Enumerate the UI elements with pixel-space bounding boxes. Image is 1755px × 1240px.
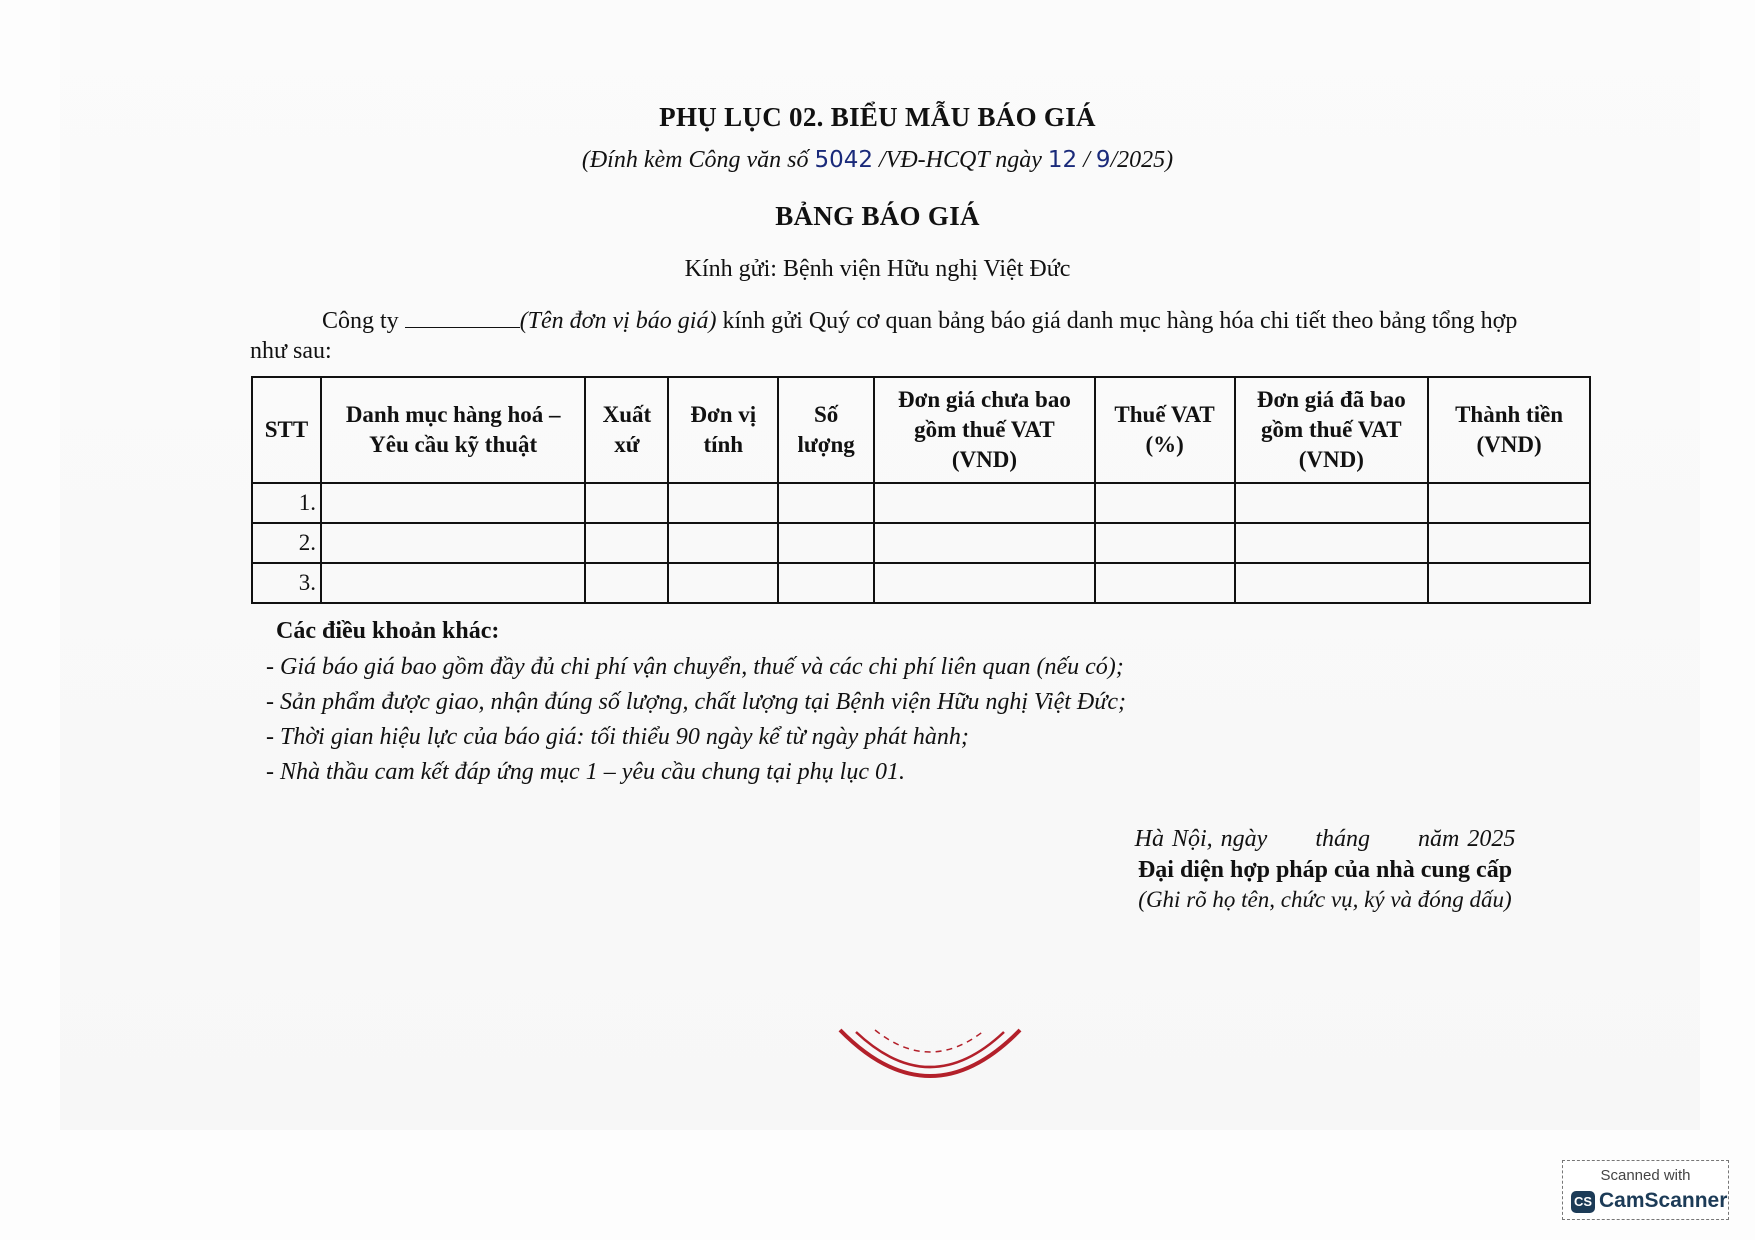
signature-note: (Ghi rõ họ tên, chức vụ, ký và đóng dấu) (1138, 887, 1512, 912)
table-cell (321, 523, 585, 563)
table-cell (585, 523, 668, 563)
reference-sep: / (1083, 147, 1090, 173)
document-title: PHỤ LỤC 02. BIỂU MẪU BÁO GIÁ (659, 102, 1096, 132)
camscanner-badge (1562, 1160, 1729, 1220)
header-vat: Thuế VAT (%) (1095, 377, 1235, 483)
table-cell (1428, 483, 1590, 523)
table-row (252, 563, 1590, 603)
company-name-blank (405, 307, 520, 328)
table-cell (1235, 483, 1429, 523)
intro-text: kính gửi Quý cơ quan bảng báo giá danh mục hàng hóa chi tiết theo bảng tổng hợp (722, 308, 1518, 334)
terms-heading: Các điều khoản khác: (276, 618, 500, 644)
company-label: Công ty (322, 308, 399, 334)
terms-item: - Giá báo giá bao gồm đầy đủ chi phí vận chuyển, thuế và các chi phí liên quan (nếu có); (266, 654, 1124, 680)
table-row (252, 483, 1590, 523)
header-price-excl-vat: Đơn giá chưa bao gồm thuế VAT (VND) (874, 377, 1095, 483)
terms-item: - Sản phẩm được giao, nhận đúng số lượng, chất lượng tại Bệnh viện Hữu nghị Việt Đức; (266, 689, 1126, 715)
reference-year: /2025) (1110, 147, 1174, 173)
signature-title: Đại diện hợp pháp của nhà cung cấp (1137, 857, 1513, 883)
recipient-line: Kính gửi: Bệnh viện Hữu nghị Việt Đức (684, 256, 1071, 282)
reference-line (0, 147, 1755, 174)
table-cell (1428, 563, 1590, 603)
handwritten-month: 9 (1095, 147, 1111, 173)
table-cell (874, 523, 1095, 563)
header-unit: Đơn vị tính (668, 377, 778, 483)
intro-line-1 (250, 306, 1580, 336)
camscanner-logo-icon: CS (1571, 1191, 1595, 1213)
terms-item: - Thời gian hiệu lực của báo giá: tối thiểu 90 ngày kể từ ngày phát hành; (266, 724, 969, 750)
company-placeholder: (Tên đơn vị báo giá) (519, 308, 717, 334)
table-cell (1095, 483, 1235, 523)
row-number: 1. (252, 483, 321, 523)
header-quantity: Số lượng (778, 377, 874, 483)
signature-date: Hà Nội, ngày tháng năm 2025 (1134, 826, 1516, 852)
table-cell (668, 483, 778, 523)
table-header-row (252, 377, 1590, 483)
scanned-with-label: Scanned with (1600, 1167, 1691, 1184)
table-cell (585, 483, 668, 523)
header-item: Danh mục hàng hoá – Yêu cầu kỹ thuật (321, 377, 585, 483)
table-cell (1235, 563, 1429, 603)
handwritten-day: 12 (1047, 147, 1078, 173)
reference-prefix: (Đính kèm Công văn số (581, 147, 809, 173)
row-number: 3. (252, 563, 321, 603)
quote-table-title: BẢNG BÁO GIÁ (775, 201, 980, 231)
quote-table (251, 376, 1591, 604)
intro-paragraph (250, 306, 1580, 366)
table-cell (874, 563, 1095, 603)
reference-code: /VĐ-HCQT ngày (879, 147, 1042, 173)
table-cell (1428, 523, 1590, 563)
table-cell (778, 523, 874, 563)
header-stt: STT (252, 377, 321, 483)
header-price-incl-vat: Đơn giá đã bao gồm thuế VAT (VND) (1235, 377, 1429, 483)
table-cell (778, 483, 874, 523)
table-cell (321, 563, 585, 603)
header-total: Thành tiền (VND) (1428, 377, 1590, 483)
table-cell (1095, 563, 1235, 603)
table-cell (1235, 523, 1429, 563)
table-cell (668, 523, 778, 563)
table-row (252, 523, 1590, 563)
header-origin: Xuất xứ (585, 377, 668, 483)
table-cell (668, 563, 778, 603)
camscanner-name: CamScanner (1599, 1189, 1728, 1212)
red-stamp-icon (830, 1012, 1030, 1107)
terms-list (266, 650, 1126, 790)
table-cell (585, 563, 668, 603)
table-cell (321, 483, 585, 523)
intro-line-2: như sau: (250, 338, 332, 364)
terms-item: - Nhà thầu cam kết đáp ứng mục 1 – yêu cầu chung tại phụ lục 01. (266, 759, 905, 785)
table-cell (778, 563, 874, 603)
table-cell (874, 483, 1095, 523)
handwritten-number: 5042 (814, 147, 874, 173)
table-cell (1095, 523, 1235, 563)
row-number: 2. (252, 523, 321, 563)
